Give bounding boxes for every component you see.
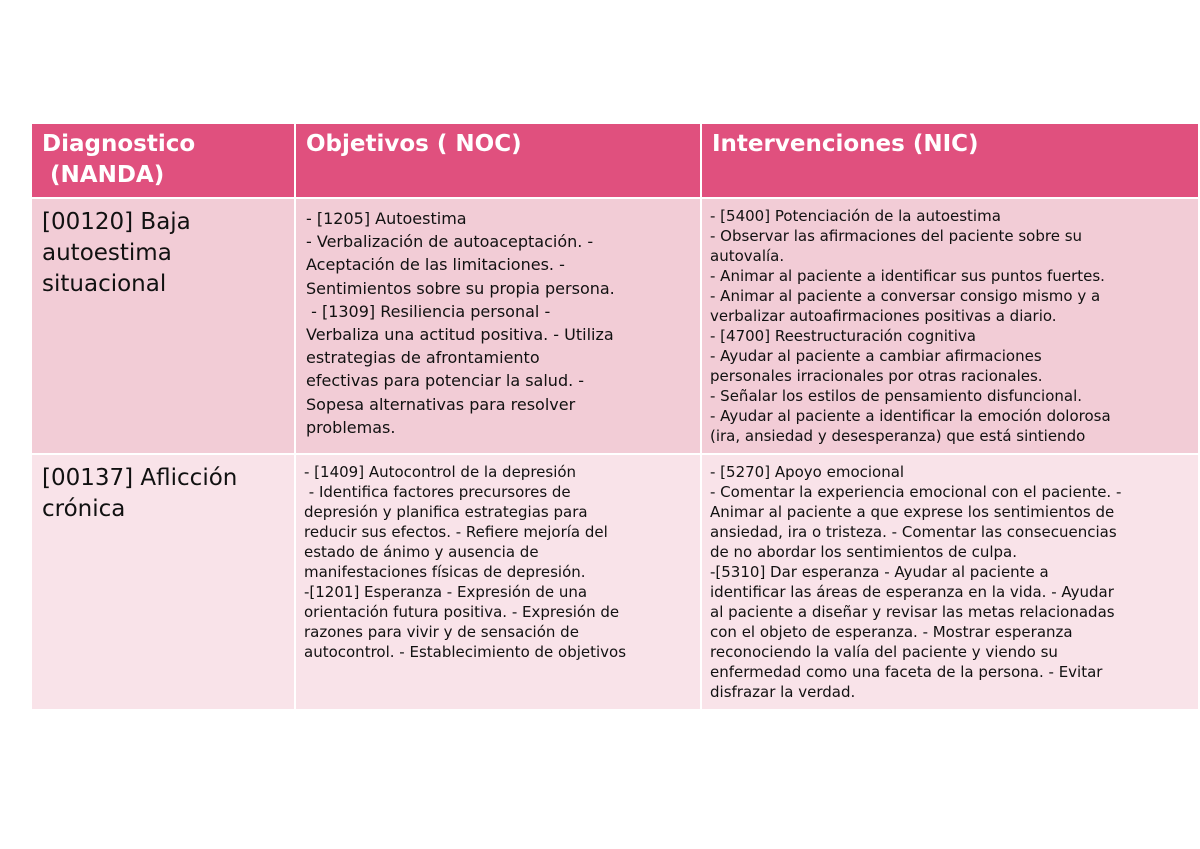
cell-text-line: efectivas para potenciar la salud. -: [306, 371, 585, 391]
diagnostico-cell: [31, 198, 295, 454]
cell-text-line: con el objeto de esperanza. - Mostrar esperanza: [710, 623, 1073, 641]
cell-text-line: razones para vivir y de sensación de: [304, 623, 579, 641]
cell-text-line: - Observar las afirmaciones del paciente sobre su: [710, 227, 1083, 245]
diagnostico-cell: [31, 454, 295, 710]
cell-text-line: Sopesa alternativas para resolver: [306, 394, 576, 414]
header-diagnostico: [31, 123, 295, 198]
cell-text-line: [00137] Aflicción: [42, 465, 238, 491]
cell-text-line: - Ayudar al paciente a cambiar afirmaciones: [710, 347, 1042, 365]
intervenciones-cell: [701, 454, 1199, 710]
objetivos-cell: [295, 454, 701, 710]
cell-text-line: crónica: [42, 496, 126, 522]
cell-text-line: Aceptación de las limitaciones. -: [306, 255, 565, 275]
cell-text-line: situacional: [42, 271, 167, 297]
cell-text-line: - [4700] Reestructuración cognitiva: [710, 327, 977, 345]
cell-text-line: depresión y planifica estrategias para: [304, 503, 588, 521]
cell-text-line: - Animar al paciente a identificar sus puntos fuertes.: [710, 267, 1105, 285]
cell-text-line: - Comentar la experiencia emocional con el paciente. -: [710, 483, 1122, 501]
cell-text-line: autocontrol. - Establecimiento de objetivos: [304, 643, 627, 661]
cell-text-line: -[1201] Esperanza - Expresión de una: [304, 583, 588, 601]
cell-text-line: autovalía.: [710, 247, 785, 265]
cell-text-line: - [5400] Potenciación de la autoestima: [710, 207, 1001, 225]
cell-text-line: reducir sus efectos. - Refiere mejoría del: [304, 523, 608, 541]
cell-text-line: orientación futura positiva. - Expresión de: [304, 603, 620, 621]
care-plan-table: [30, 122, 1200, 711]
cell-text-line: disfrazar la verdad.: [710, 683, 856, 701]
header-objetivos: Objetivos ( NOC): [295, 123, 701, 198]
cell-text-line: al paciente a diseñar y revisar las metas relacionadas: [710, 603, 1115, 621]
header-intervenciones: Intervenciones (NIC): [701, 123, 1199, 198]
cell-text-line: estrategias de afrontamiento: [306, 348, 540, 368]
cell-text-line: de no abordar los sentimientos de culpa.: [710, 543, 1018, 561]
header-line: (NANDA): [42, 162, 165, 188]
cell-text-line: manifestaciones físicas de depresión.: [304, 563, 586, 581]
cell-text-line: - Identifica factores precursores de: [304, 483, 571, 501]
cell-text-line: - Ayudar al paciente a identificar la emoción dolorosa: [710, 407, 1111, 425]
table-header-row: [31, 123, 1199, 198]
cell-text-line: enfermedad como una faceta de la persona. - Evitar: [710, 663, 1103, 681]
cell-text-line: verbalizar autoafirmaciones positivas a diario.: [710, 307, 1057, 325]
cell-text-line: [00120] Baja: [42, 209, 191, 235]
cell-text-line: Verbaliza una actitud positiva. - Utiliza: [306, 325, 614, 345]
cell-text-line: identificar las áreas de esperanza en la vida. - Ayudar: [710, 583, 1114, 601]
objetivos-cell: [295, 198, 701, 454]
cell-text-line: - [1309] Resiliencia personal -: [306, 301, 551, 321]
cell-text-line: - Señalar los estilos de pensamiento disfuncional.: [710, 387, 1083, 405]
cell-text-line: ansiedad, ira o tristeza. - Comentar las consecuencias: [710, 523, 1117, 541]
cell-text-line: - [1205] Autoestima: [306, 209, 467, 228]
cell-text-line: personales irracionales por otras racionales.: [710, 367, 1043, 385]
cell-text-line: - [1409] Autocontrol de la depresión: [304, 463, 577, 481]
cell-text-line: - [5270] Apoyo emocional: [710, 463, 905, 481]
cell-text-line: - Animar al paciente a conversar consigo mismo y a: [710, 287, 1101, 305]
cell-text-line: Sentimientos sobre su propia persona.: [306, 278, 615, 298]
intervenciones-cell: [701, 198, 1199, 454]
cell-text-line: (ira, ansiedad y desesperanza) que está sintiendo: [710, 427, 1086, 445]
table-row: [31, 198, 1199, 454]
cell-text-line: - Verbalización de autoaceptación. -: [306, 232, 594, 252]
table-row: [31, 454, 1199, 710]
cell-text-line: estado de ánimo y ausencia de: [304, 543, 539, 561]
header-line: Diagnostico: [42, 131, 196, 157]
cell-text-line: autoestima: [42, 240, 172, 266]
cell-text-line: Animar al paciente a que exprese los sentimientos de: [710, 503, 1115, 521]
cell-text-line: -[5310] Dar esperanza - Ayudar al paciente a: [710, 563, 1049, 581]
cell-text-line: reconociendo la valía del paciente y viendo su: [710, 643, 1058, 661]
cell-text-line: problemas.: [306, 417, 396, 437]
